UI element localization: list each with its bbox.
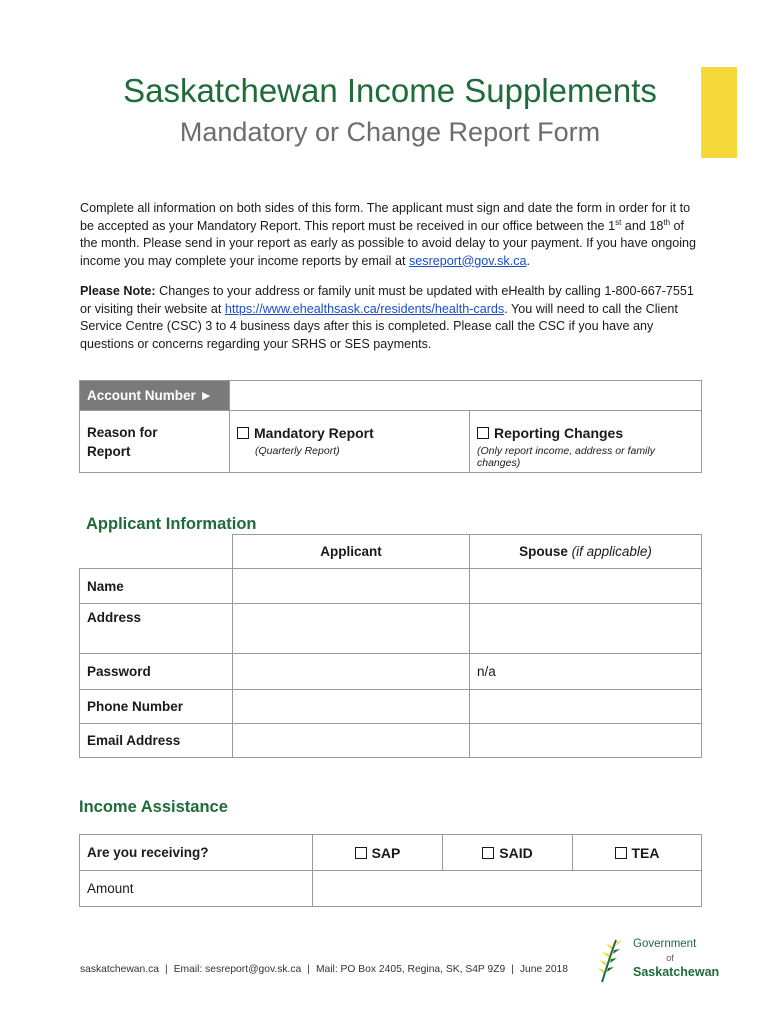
reason-label-line1: Reason for	[87, 425, 158, 440]
footer-site: saskatchewan.ca	[80, 964, 159, 975]
phone-label: Phone Number	[80, 690, 233, 724]
applicant-info-title: Applicant Information	[86, 515, 257, 533]
applicant-email-field[interactable]	[233, 724, 470, 758]
sap-checkbox[interactable]	[355, 847, 367, 859]
email-link[interactable]: sesreport@gov.sk.ca	[408, 253, 527, 268]
spouse-name-field[interactable]	[470, 569, 702, 604]
sap-option[interactable]	[313, 835, 443, 871]
tea-checkbox[interactable]	[615, 847, 627, 859]
email-label: Email Address	[80, 724, 233, 758]
sap-label: SAP	[371, 844, 401, 861]
col-spouse	[470, 535, 702, 569]
password-label: Password	[80, 654, 233, 690]
note-label: Please Note:	[80, 284, 156, 298]
intro-text-2: and 18	[621, 218, 664, 233]
spouse-password-na: n/a	[470, 654, 702, 690]
col-spouse-label: Spouse	[519, 544, 568, 559]
intro-end: .	[526, 253, 531, 268]
said-option[interactable]	[443, 835, 573, 871]
changes-sublabel: (Only report income, address or family changes)	[477, 445, 655, 469]
spouse-phone-field[interactable]	[470, 690, 702, 724]
ehealth-link[interactable]: https://www.ehealthsask.ca/residents/health-cards	[224, 301, 505, 316]
page-title: Saskatchewan Income Supplements	[123, 72, 657, 109]
applicant-address-field[interactable]	[233, 604, 470, 654]
name-label: Name	[80, 569, 233, 604]
reason-label	[80, 411, 230, 473]
footer-email: Email: sesreport@gov.sk.ca	[173, 964, 302, 975]
intro-text-1: Complete all information on both sides of this form. The applicant must sign and date the form in order for it to be accepted as your Mandatory Report. This report must be received in our office between the 1	[80, 201, 691, 233]
logo-line3: Saskatchewan	[633, 965, 720, 979]
income-assistance-title: Income Assistance	[79, 798, 228, 816]
said-checkbox[interactable]	[482, 847, 494, 859]
tea-option[interactable]	[573, 835, 702, 871]
reporting-changes-option[interactable]	[470, 411, 702, 473]
amount-field[interactable]	[313, 871, 702, 907]
intro-paragraph	[80, 200, 702, 270]
income-table	[79, 834, 702, 907]
account-number-label: Account Number ►	[80, 381, 230, 411]
footer-date: June 2018	[519, 964, 569, 975]
footer	[80, 964, 568, 975]
spouse-email-field[interactable]	[470, 724, 702, 758]
note-text-2: . You will need to call the Client Service Centre (CSC) 3 to 4 business days after this is completed. Please call the CSC if you have any questions or concerns regarding your SRHS or SES payments.	[80, 301, 678, 351]
address-label: Address	[80, 604, 233, 654]
footer-mail: Mail: PO Box 2405, Regina, SK, S4P 9Z9	[315, 964, 506, 975]
logo-line1: Government	[633, 938, 697, 950]
spouse-address-field[interactable]	[470, 604, 702, 654]
tea-label: TEA	[631, 844, 660, 861]
footer-sep: |	[165, 964, 168, 975]
intro-sup-2: th	[663, 217, 671, 227]
note-paragraph	[80, 283, 702, 353]
applicant-phone-field[interactable]	[233, 690, 470, 724]
receiving-label: Are you receiving?	[80, 835, 313, 871]
said-label: SAID	[499, 844, 533, 861]
government-logo-text	[633, 937, 719, 979]
mandatory-checkbox[interactable]	[237, 427, 249, 439]
logo-line2: of	[666, 953, 674, 963]
applicant-table	[79, 534, 702, 758]
mandatory-sublabel: (Quarterly Report)	[255, 445, 340, 457]
reason-label-line2: Report	[87, 444, 131, 459]
mandatory-report-option[interactable]	[230, 411, 470, 473]
mandatory-label: Mandatory Report	[254, 425, 374, 441]
footer-sep: |	[307, 964, 310, 975]
changes-checkbox[interactable]	[477, 427, 489, 439]
header-blank	[80, 535, 233, 569]
account-number-field[interactable]	[230, 381, 702, 411]
intro-text-3: of the month. Please send in your report as early as possible to avoid delay to your payment. If you have ongoing income you may complete your income reports by email at	[80, 218, 697, 268]
footer-sep: |	[511, 964, 514, 975]
applicant-name-field[interactable]	[233, 569, 470, 604]
applicant-password-field[interactable]	[233, 654, 470, 690]
col-applicant: Applicant	[233, 535, 470, 569]
page-subtitle: Mandatory or Change Report Form	[179, 117, 601, 147]
changes-label: Reporting Changes	[494, 425, 624, 441]
account-reason-table	[79, 380, 702, 473]
col-spouse-note: (if applicable)	[571, 544, 652, 559]
note-text-1: Changes to your address or family unit must be updated with eHealth by calling 1-800-667-7551 or visiting their website at	[80, 284, 694, 316]
amount-label: Amount	[80, 871, 313, 907]
intro-sup-1: st	[615, 217, 622, 227]
